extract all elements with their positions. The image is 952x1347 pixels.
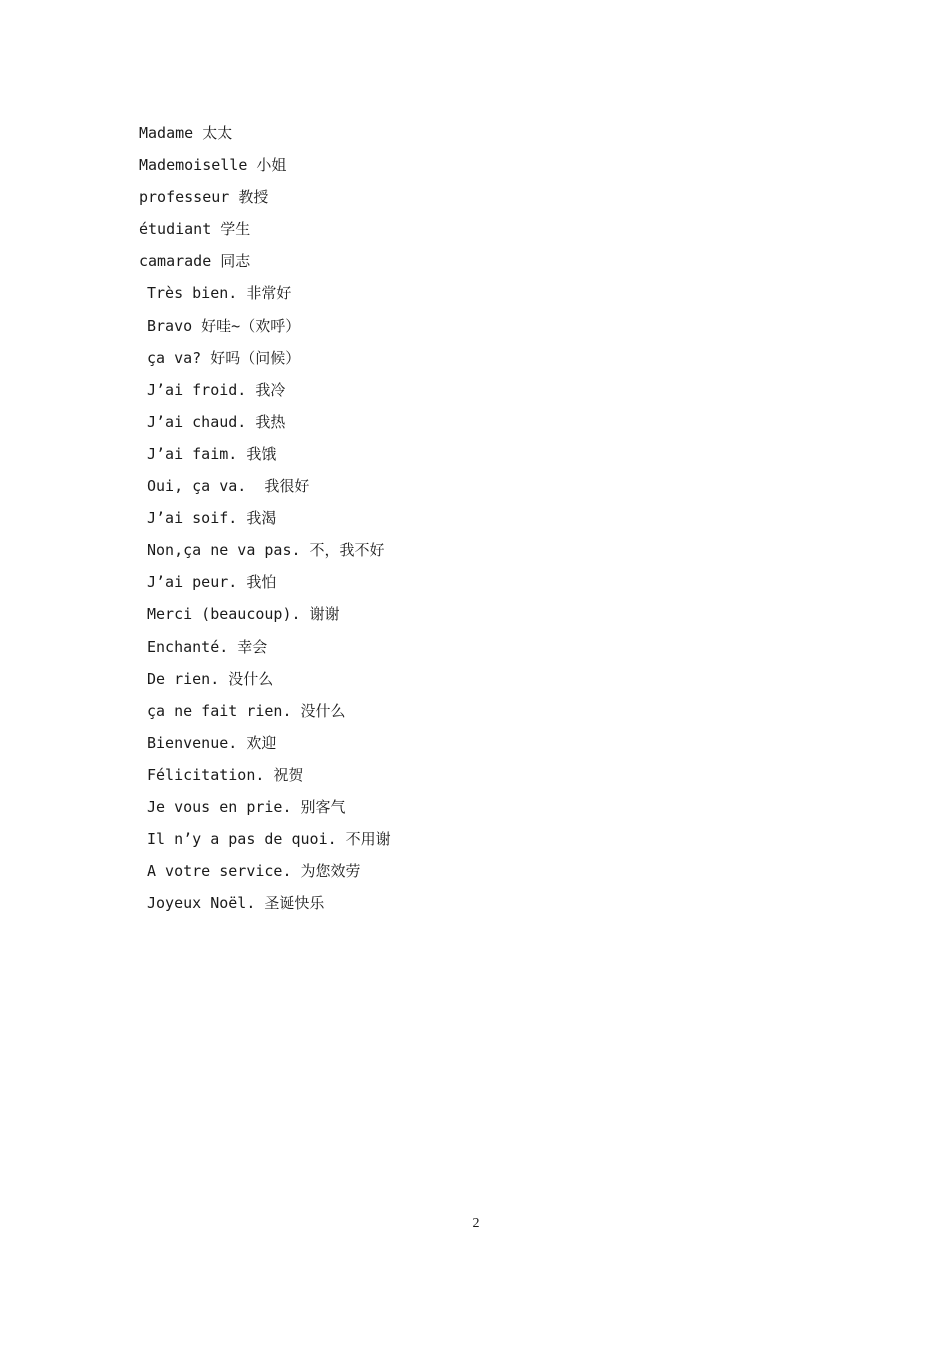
phrase-entry: A votre service. 为您效劳 xyxy=(147,862,361,881)
phrase-entry: J’ai chaud. 我热 xyxy=(147,412,286,431)
phrase-entry: Il n’y a pas de quoi. 不用谢 xyxy=(147,830,391,849)
phrase-entry: Très bien. 非常好 xyxy=(147,284,292,303)
phrase-entry: Merci (beaucoup). 谢谢 xyxy=(147,605,340,624)
phrase-entry: ça ne fait rien. 没什么 xyxy=(147,701,346,720)
phrase-entry: Je vous en prie. 别客气 xyxy=(147,797,346,816)
phrase-entry: Enchanté. 幸会 xyxy=(147,637,268,656)
phrase-entry: De rien. 没什么 xyxy=(147,669,274,688)
phrase-entry: J’ai soif. 我渴 xyxy=(147,509,277,528)
phrase-entry: Félicitation. 祝贺 xyxy=(147,765,304,784)
vocabulary-entry: camarade 同志 xyxy=(139,252,251,271)
phrase-entry: ça va? 好吗（问候） xyxy=(147,348,301,367)
vocabulary-entry: Madame 太太 xyxy=(139,124,233,142)
phrase-entry: J’ai froid. 我冷 xyxy=(147,380,286,399)
vocabulary-entry: Mademoiselle 小姐 xyxy=(139,156,287,175)
vocabulary-entry: professeur 教授 xyxy=(139,188,269,207)
phrase-entry: Joyeux Noël. 圣诞快乐 xyxy=(147,894,325,913)
vocabulary-list xyxy=(139,120,391,922)
phrase-entry: J’ai faim. 我饿 xyxy=(147,444,277,463)
phrase-entry: Bienvenue. 欢迎 xyxy=(147,733,277,752)
vocabulary-entry: étudiant 学生 xyxy=(139,220,251,239)
phrase-entry: Non,ça ne va pas. 不，我不好 xyxy=(147,541,385,560)
phrase-entry: J’ai peur. 我怕 xyxy=(147,573,277,592)
phrase-entry: Bravo 好哇~（欢呼） xyxy=(147,316,301,335)
phrase-entry: Oui, ça va. 我很好 xyxy=(147,477,310,496)
page-number: 2 xyxy=(472,1216,480,1231)
